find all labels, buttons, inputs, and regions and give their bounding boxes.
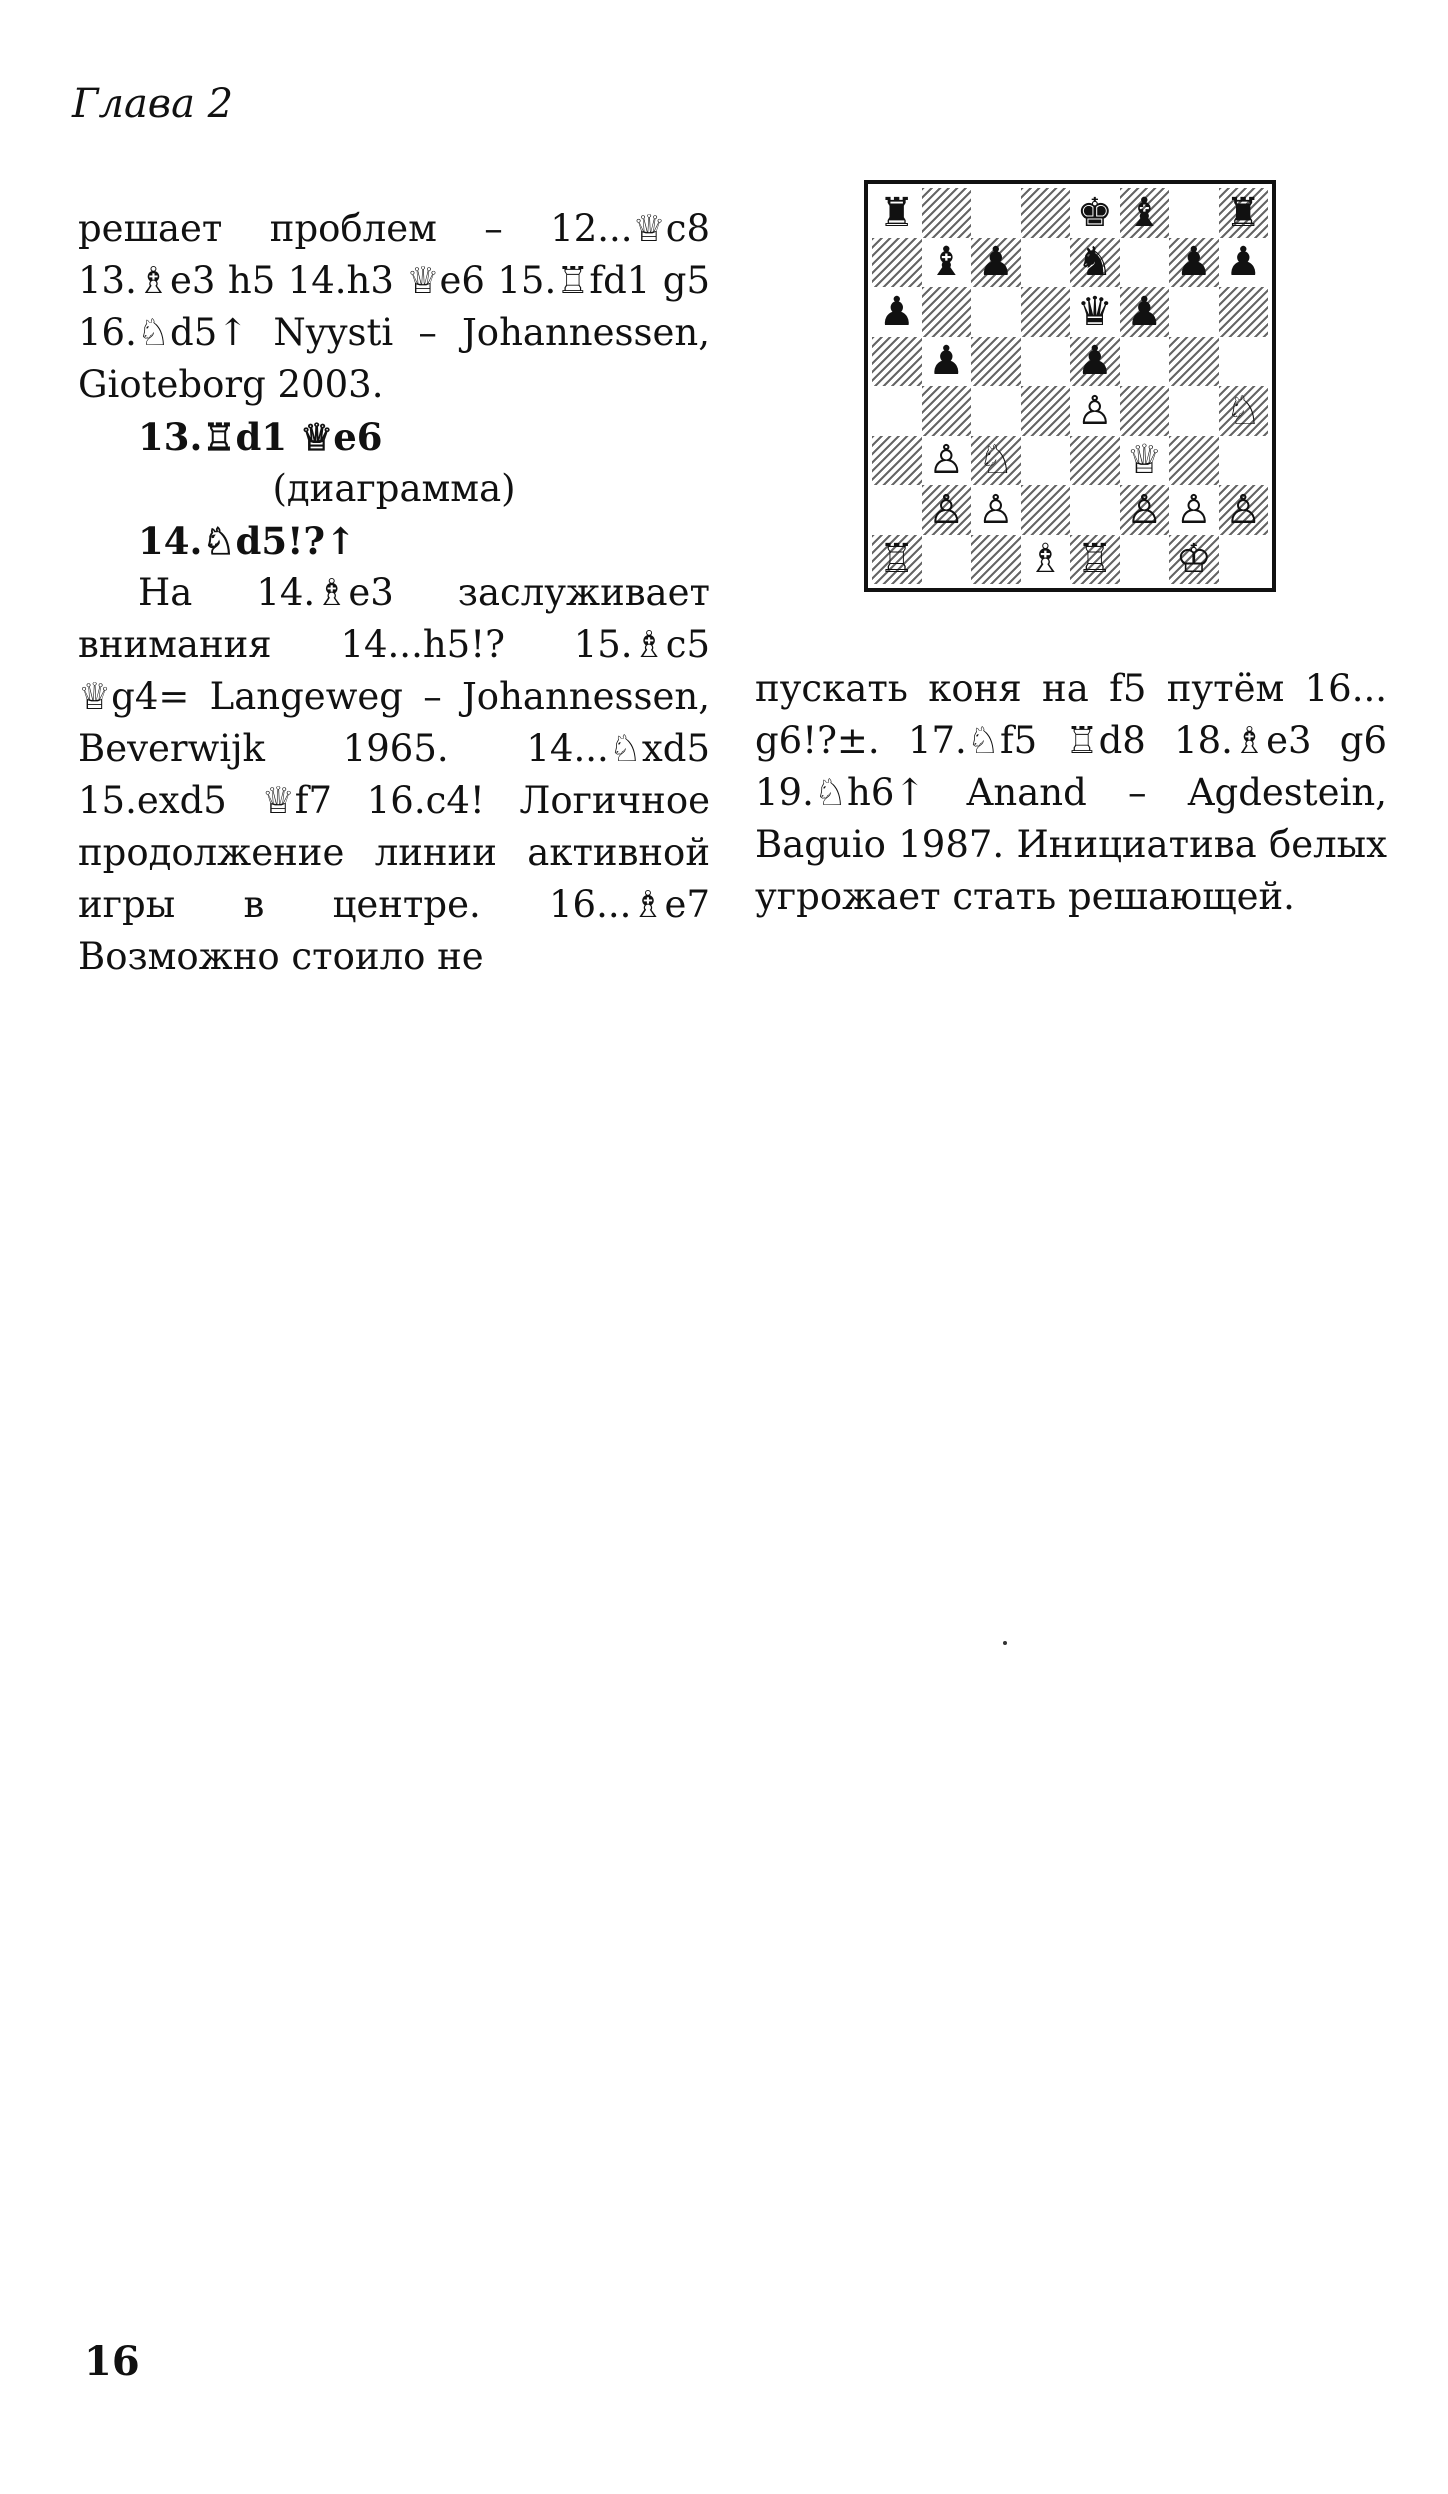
square-b4: [922, 386, 972, 436]
chapter-header: Глава 2: [72, 81, 234, 127]
square-f5: [1120, 337, 1170, 387]
square-h4: ♘: [1219, 386, 1269, 436]
board-rank: [872, 535, 1268, 585]
square-f2: ♙: [1120, 485, 1170, 535]
board-rank: [872, 485, 1268, 535]
square-f6: ♟: [1120, 287, 1170, 337]
square-d7: [1021, 238, 1071, 288]
paragraph-intro: решает проблем – 12...♕c8 13.♗e3 h5 14.h3 ♕e6 15.♖fd1 g5 16.♘d5↑ Nyysti – Johannessen, Gioteborg 2003.: [78, 207, 710, 406]
square-h2: ♙: [1219, 485, 1269, 535]
square-d2: [1021, 485, 1071, 535]
square-h3: [1219, 436, 1269, 486]
square-a1: ♖: [872, 535, 922, 585]
paragraph-continuation: пускать коня на f5 путём 16... g6!?±. 17.♘f5 ♖d8 18.♗e3 g6 19.♘h6↑ Anand – Agdestein, Baguio 1987. Инициатива белых угрожает стать решающей.: [755, 667, 1387, 918]
square-g3: [1169, 436, 1219, 486]
square-f4: [1120, 386, 1170, 436]
square-g1: ♔: [1169, 535, 1219, 585]
square-b3: ♙: [922, 436, 972, 486]
square-c5: [971, 337, 1021, 387]
square-g7: ♟: [1169, 238, 1219, 288]
square-e5: ♟: [1070, 337, 1120, 387]
square-g5: [1169, 337, 1219, 387]
square-d8: [1021, 188, 1071, 238]
square-a7: [872, 238, 922, 288]
square-c4: [971, 386, 1021, 436]
right-column: [755, 663, 1387, 923]
square-e2: [1070, 485, 1120, 535]
square-g2: ♙: [1169, 485, 1219, 535]
square-e7: ♞: [1070, 238, 1120, 288]
square-e6: ♛: [1070, 287, 1120, 337]
square-d6: [1021, 287, 1071, 337]
board-rank: [872, 386, 1268, 436]
square-b2: ♙: [922, 485, 972, 535]
square-d1: ♗: [1021, 535, 1071, 585]
square-f8: ♝: [1120, 188, 1170, 238]
square-g4: [1169, 386, 1219, 436]
square-c6: [971, 287, 1021, 337]
chess-board: [872, 188, 1268, 584]
square-a8: ♜: [872, 188, 922, 238]
square-h7: ♟: [1219, 238, 1269, 288]
square-f7: [1120, 238, 1170, 288]
board-rank: [872, 436, 1268, 486]
diagram-note: (диаграмма): [272, 467, 516, 510]
square-b7: ♝: [922, 238, 972, 288]
square-b8: [922, 188, 972, 238]
square-a5: [872, 337, 922, 387]
left-column: [78, 203, 710, 983]
board-rank: [872, 188, 1268, 238]
square-d3: [1021, 436, 1071, 486]
square-d4: [1021, 386, 1071, 436]
square-a4: [872, 386, 922, 436]
square-c1: [971, 535, 1021, 585]
square-b5: ♟: [922, 337, 972, 387]
square-h6: [1219, 287, 1269, 337]
square-c7: ♟: [971, 238, 1021, 288]
stray-mark: [1003, 1641, 1007, 1645]
square-c3: ♘: [971, 436, 1021, 486]
square-d5: [1021, 337, 1071, 387]
square-a2: [872, 485, 922, 535]
move-line-14: 14.♘d5!?↑: [138, 519, 357, 563]
square-h8: ♜: [1219, 188, 1269, 238]
square-b6: [922, 287, 972, 337]
square-h5: [1219, 337, 1269, 387]
chess-diagram: [864, 180, 1276, 592]
square-e1: ♖: [1070, 535, 1120, 585]
paragraph-analysis: На 14.♗e3 заслуживает внимания 14...h5!? 15.♗c5 ♕g4= Langeweg – Johannessen, Beverwijk 1965. 14...♘xd5 15.exd5 ♕f7 16.c4! Логичное продолжение линии активной игры в центре. 16...♗e7 Возможно стоило не: [78, 571, 710, 978]
square-a3: [872, 436, 922, 486]
square-e8: ♚: [1070, 188, 1120, 238]
board-rank: [872, 238, 1268, 288]
page-number: 16: [84, 2338, 140, 2385]
square-a6: ♟: [872, 287, 922, 337]
square-e4: ♙: [1070, 386, 1120, 436]
square-e3: [1070, 436, 1120, 486]
move-line-13: 13.♖d1 ♕e6: [138, 415, 383, 459]
square-c8: [971, 188, 1021, 238]
board-rank: [872, 337, 1268, 387]
square-g8: [1169, 188, 1219, 238]
square-c2: ♙: [971, 485, 1021, 535]
square-f3: ♕: [1120, 436, 1170, 486]
square-h1: [1219, 535, 1269, 585]
board-rank: [872, 287, 1268, 337]
square-g6: [1169, 287, 1219, 337]
square-b1: [922, 535, 972, 585]
square-f1: [1120, 535, 1170, 585]
